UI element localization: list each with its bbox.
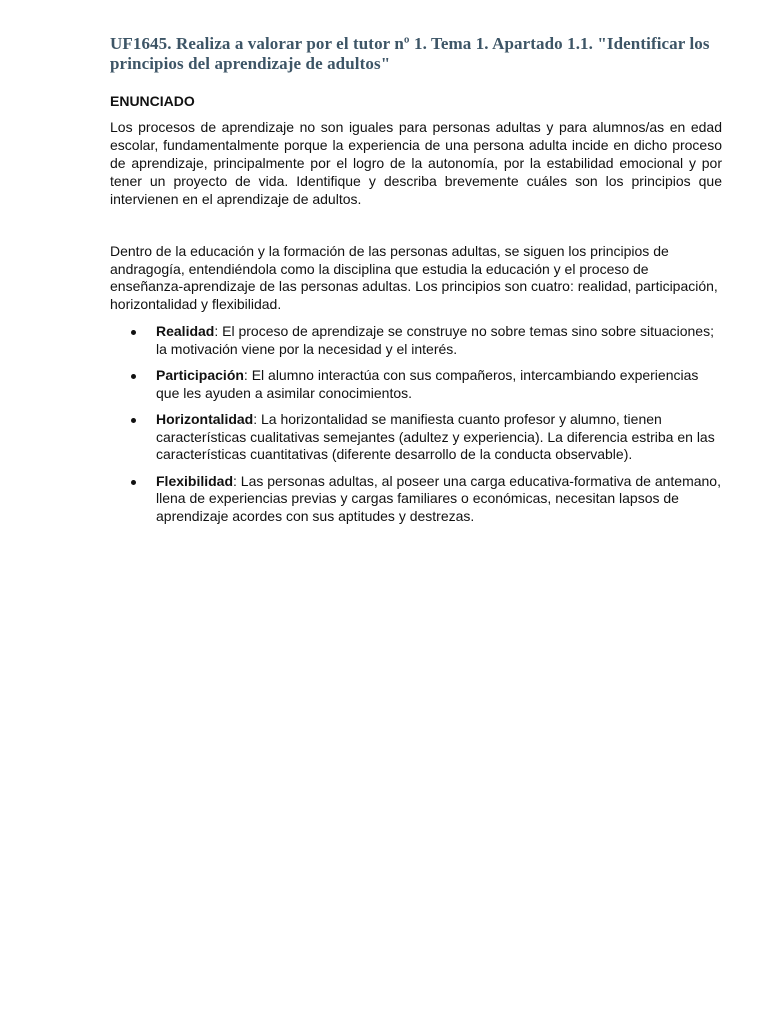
principle-list-item-horizontalidad <box>110 411 722 464</box>
principle-list-item-flexibilidad <box>110 473 722 526</box>
bullet-icon <box>131 374 136 379</box>
document-title: UF1645. Realiza a valorar por el tutor nº 1. Tema 1. Apartado 1.1. "Identificar los principios del aprendizaje de adultos" <box>110 34 710 73</box>
principle-term: Flexibilidad <box>156 472 234 489</box>
principles-list <box>110 323 722 525</box>
section-heading-enunciado: ENUNCIADO <box>110 93 195 109</box>
bullet-icon <box>131 330 136 335</box>
bullet-icon <box>131 418 136 423</box>
principle-list-item-realidad <box>110 323 722 358</box>
principle-description: : Las personas adultas, al poseer una carga educativa-formativa de antemano, llena de experiencias previas y cargas familiares o económicas, necesitan lapsos de aprendizaje acordes con sus aptitudes y destrezas. <box>156 472 721 524</box>
principle-list-item-participacion <box>110 367 722 402</box>
principle-description: : La horizontalidad se manifiesta cuanto profesor y alumno, tienen características cualitativas semejantes (adultez y experiencia). La diferencia estriba en las características cuantitativas (diferente desarrollo de la conducta observable). <box>156 411 715 462</box>
principle-description: : El proceso de aprendizaje se construye no sobre temas sino sobre situaciones; la motivación viene por la necesidad y el interés. <box>156 323 714 357</box>
document-page <box>110 34 722 534</box>
principle-term: Horizontalidad <box>156 411 254 427</box>
principle-term: Participación <box>156 367 244 383</box>
bullet-icon <box>131 480 136 485</box>
principle-description: : El alumno interactúa con sus compañeros, intercambiando experiencias que les ayuden a asimilar conocimientos. <box>156 367 699 401</box>
principle-term: Realidad <box>156 323 215 339</box>
answer-intro-paragraph: Dentro de la educación y la formación de las personas adultas, se siguen los principios de andragogía, entendiéndola como la disciplina que estudia la educación y el proceso de enseñanza-aprendizaje de las personas adultas. Los principios son cuatro: realidad, participación, horizontalidad y flexibilidad. <box>110 243 718 312</box>
prompt-paragraph: Los procesos de aprendizaje no son iguales para personas adultas y para alumnos/as en edad escolar, fundamentalmente porque la experiencia de una persona adulta incide en dicho proceso de aprendizaje, principalmente por el logro de la autonomía, por la estabilidad emocional y por tener un proyecto de vida. Identifique y describa brevemente cuáles son los principios que intervienen en el aprendizaje de adultos. <box>110 119 722 207</box>
